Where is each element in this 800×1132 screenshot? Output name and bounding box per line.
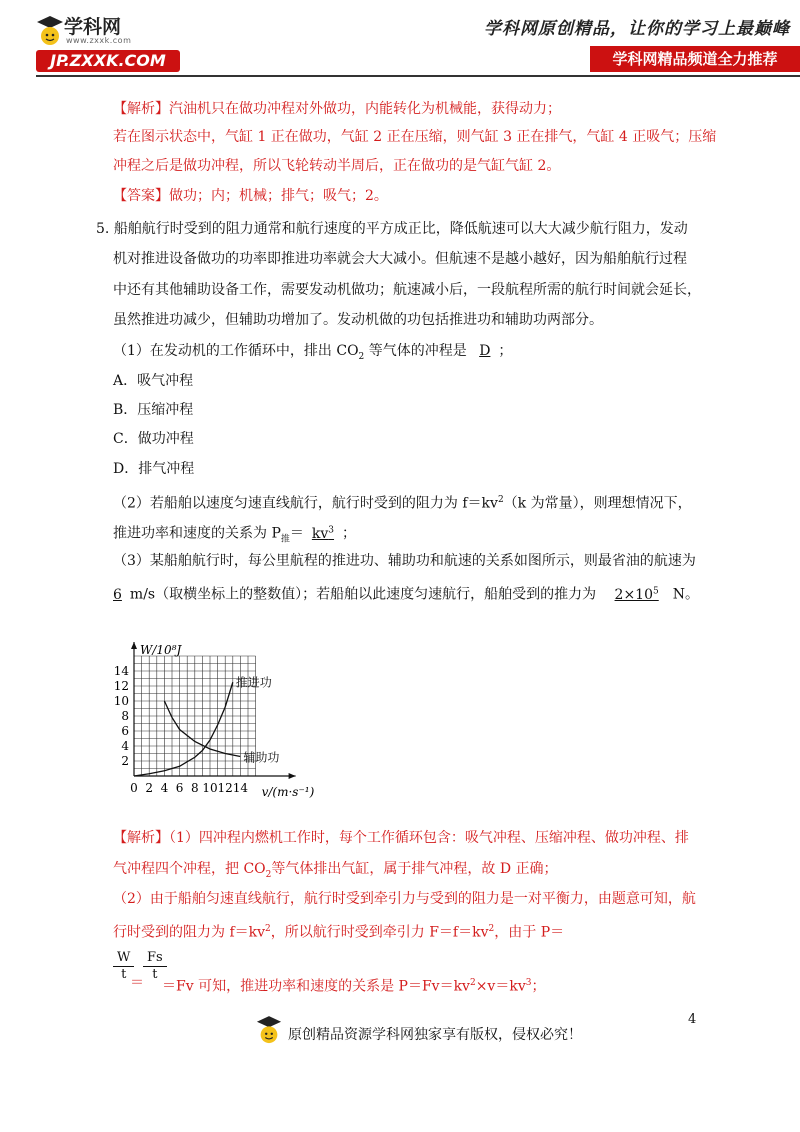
analysis-line: 冲程之后是做功冲程，所以飞轮转动半周后，正在做功的是气缸气缸 2。	[113, 158, 561, 174]
sub-question-text: m/s（取横坐标上的整数值）；若船舶以此速度匀速航行，船舶受到的推力为	[129, 586, 601, 603]
sub-question-2-cont	[113, 521, 356, 548]
fraction-denominator: t	[152, 967, 158, 982]
y-tick-label: 12	[113, 679, 129, 693]
analysis-text: ；	[531, 978, 546, 995]
answer-line	[113, 187, 388, 205]
fraction-numerator: Fs	[143, 950, 167, 967]
x-tick-label: 0	[130, 781, 138, 795]
sub-question-text: N。	[672, 586, 699, 603]
superscript: 2	[497, 495, 504, 505]
sub-question-text: ；	[498, 343, 513, 359]
x-tick-label: 2	[145, 781, 154, 795]
y-tick-label: 2	[121, 754, 129, 768]
sub-question-text: ；	[342, 525, 357, 542]
answer-text: 2×10	[614, 586, 653, 603]
logo-url: www.zxxk.com	[66, 36, 132, 45]
sub-question-text: ＝	[289, 525, 304, 542]
fraction-denominator: t	[121, 967, 127, 982]
superscript: 2	[488, 924, 495, 934]
analysis-text: （1）四冲程内燃机工作时，每个工作循环包含：吸气冲程、压缩冲程、做功冲程、排	[169, 830, 689, 846]
x-axis-label: v/(m·s⁻¹)	[261, 785, 315, 799]
x-tick-label: 14	[232, 781, 249, 795]
question-5-line	[96, 220, 688, 238]
x-tick-label: 10	[202, 781, 218, 795]
y-tick-label: 10	[113, 694, 129, 708]
logo-bar[interactable]: JP.ZXXK.COM	[36, 50, 180, 72]
graduation-cap-icon	[256, 1014, 282, 1048]
option-c: C．做功冲程	[113, 431, 194, 447]
fraction-numerator: W	[113, 950, 134, 967]
analysis-line: 若在图示状态中，气缸 1 正在做功，气缸 2 正在压缩，则气缸 3 正在排气，气缸 4 正吸气；压缩	[113, 129, 717, 145]
superscript: 2	[469, 978, 476, 988]
sub-question-text: 推进功率和速度的关系为 P	[113, 525, 281, 542]
sub-question-text: （1）在发动机的工作循环中，排出 CO	[113, 343, 359, 359]
option-a: A．吸气冲程	[113, 373, 194, 389]
option-d: D．排气冲程	[113, 461, 195, 477]
analysis-text: ×v＝kv	[475, 978, 526, 995]
sub-question-2	[113, 491, 692, 513]
question-number: 5.	[96, 221, 110, 237]
analysis-text: ，由于 P＝	[494, 924, 565, 941]
answer-tag: 【答案】	[113, 188, 169, 204]
analysis-line	[113, 829, 689, 847]
work-speed-chart	[110, 604, 350, 804]
footer-copyright: 原创精品资源学科网独家享有版权，侵权必究！	[288, 1027, 582, 1043]
analysis-text: ＝Fv 可知，推进功率和速度的关系是 P＝Fv＝kv	[162, 978, 470, 995]
analysis-tag: 【解析】	[113, 830, 169, 846]
y-tick-label: 14	[113, 664, 129, 678]
analysis-text: 行时受到的阻力为 f＝kv	[113, 924, 266, 941]
header-slogan: 学科网原创精品，让你的学习上最巅峰	[484, 19, 790, 39]
subscript: 2	[358, 351, 365, 362]
analysis-line	[113, 920, 564, 942]
answer-blank	[304, 526, 342, 542]
question-text-line: 中还有其他辅助设备工作，需要发动机做功；航速减小后，一段航程所需的航行时间就会延长，	[113, 282, 701, 298]
analysis-text: 气冲程四个冲程，把 CO	[113, 861, 266, 877]
logo-name: 学科网	[64, 16, 122, 38]
analysis-line: （2）由于船舶匀速直线航行，航行时受到牵引力与受到的阻力是一对平衡力，由题意可知，航	[113, 891, 696, 907]
answer-blank: D	[479, 343, 491, 359]
x-tick-label: 6	[175, 781, 184, 795]
sub-question-1	[113, 342, 512, 366]
header-divider	[36, 75, 800, 77]
analysis-line	[162, 974, 545, 996]
superscript: 5	[653, 586, 659, 596]
propulsion-work-line	[134, 682, 233, 776]
series-label-auxiliary: 辅助功	[243, 750, 280, 765]
superscript: 3	[328, 525, 335, 535]
subscript: 2	[265, 869, 272, 880]
x-axis-arrow	[289, 773, 296, 779]
question-text-line: 虽然推进功减少，但辅助功增加了。发动机做的功包括推进功和辅助功两部分。	[113, 312, 603, 328]
superscript: 2	[265, 924, 271, 934]
sub-question-text: 等气体的冲程是	[364, 343, 472, 359]
series-label-propulsion: 推进功	[235, 675, 272, 690]
answer-blank: 6	[113, 586, 122, 603]
subscript: 推	[280, 534, 290, 545]
sub-question-text: （2）若船舶以速度匀速直线航行，航行时受到的阻力为 f＝kv	[113, 495, 498, 512]
x-tick-label: 4	[160, 781, 169, 795]
option-b: B．压缩冲程	[113, 402, 194, 418]
page-number: 4	[688, 1012, 697, 1027]
page-header	[0, 0, 800, 80]
sub-question-text: （k 为常量），则理想情况下，	[503, 495, 692, 512]
y-axis-arrow	[131, 642, 137, 649]
superscript: 3	[525, 978, 532, 988]
y-axis-label: W/10⁸J	[140, 643, 182, 657]
y-tick-label: 8	[121, 709, 129, 723]
analysis-text: ，所以航行时受到牵引力 F＝f＝kv	[270, 924, 489, 941]
analysis-line	[113, 100, 561, 118]
y-tick-label: 6	[121, 724, 129, 738]
answer-text: 做功；内；机械；排气；吸气；2。	[169, 188, 388, 204]
analysis-text: 汽油机只在做功冲程对外做功，内能转化为机械能，获得动力；	[169, 101, 561, 117]
x-tick-label: 12	[217, 781, 233, 795]
question-text-line: 机对推进设备做功的功率即推进功率就会大大减小。但航速不是越小越好，因为船舶航行过程	[113, 251, 687, 267]
x-tick-label: 8	[190, 781, 199, 795]
answer-text: kv	[311, 525, 329, 542]
sub-question-3: （3）某船舶航行时，每公里航程的推进功、辅助功和航速的关系如图所示，则最省油的航速为	[113, 553, 696, 569]
header-red-banner: 学科网精品频道全力推荐	[590, 46, 800, 72]
analysis-eq: ＝	[130, 975, 144, 991]
graduation-cap-icon	[36, 14, 64, 50]
sub-question-3-cont	[113, 582, 699, 604]
y-tick-label: 4	[121, 739, 129, 753]
analysis-text: 等气体排出气缸，属于排气冲程，故 D 正确；	[271, 861, 558, 877]
analysis-line	[113, 860, 558, 884]
answer-blank	[601, 587, 673, 603]
analysis-tag: 【解析】	[113, 101, 169, 117]
question-text: 船舶航行时受到的阻力通常和航行速度的平方成正比，降低航速可以大大减少航行阻力，发动	[113, 221, 688, 237]
